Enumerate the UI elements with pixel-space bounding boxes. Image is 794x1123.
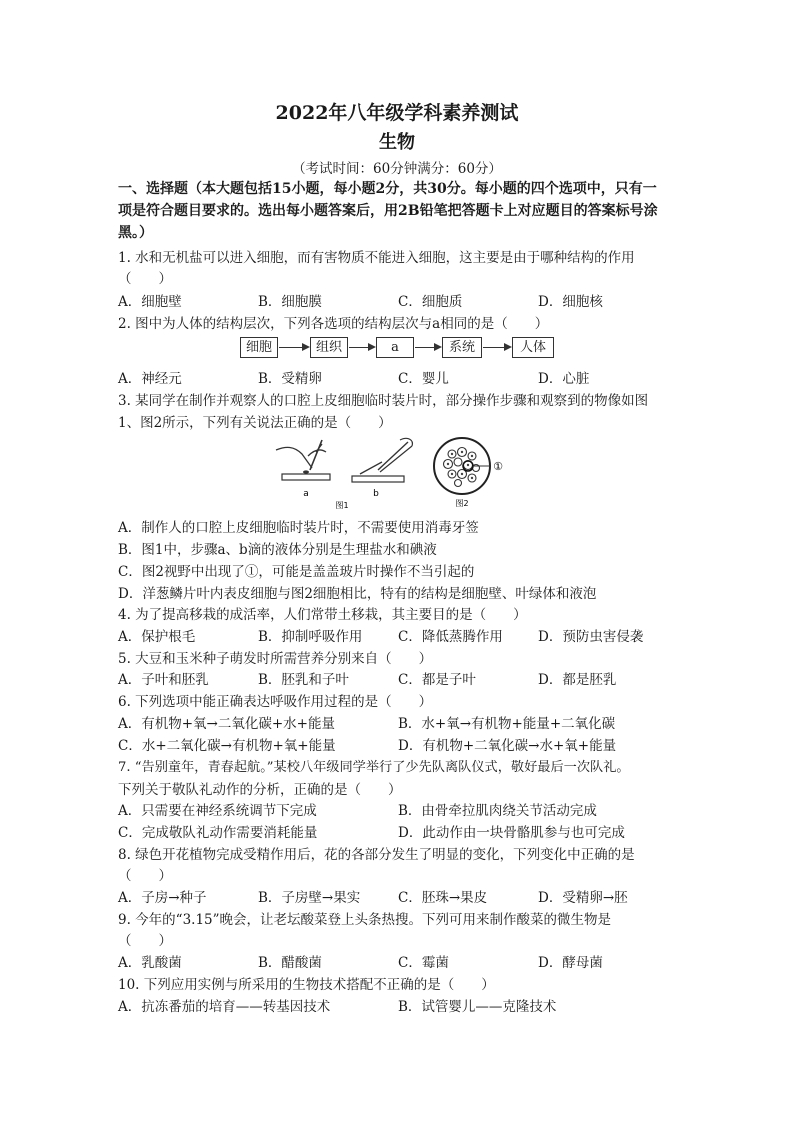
section-heading-line2: 项是符合题目要求的。选出每小题答案后，用2B铅笔把答题卡上对应题目的答案标号涂 <box>118 203 658 219</box>
q8-option-a: A．子房→种子 <box>118 890 207 906</box>
q8-stem: 8. 绿色开花植物完成受精作用后，花的各部分发生了明显的变化，下列变化中正确的是 <box>118 847 635 863</box>
label-a: a <box>303 489 309 499</box>
q3-option-d: D．洋葱鳞片叶内表皮细胞与图2细胞相比，特有的结构是细胞壁、叶绿体和液泡 <box>118 586 597 602</box>
forceps-step-icon <box>352 438 412 482</box>
q9-option-d: D．酵母菌 <box>538 955 603 971</box>
q7-stem: 7. “告别童年，青春起航。”某校八年级同学举行了少先队离队仪式，敬好最后一次队礼。 <box>118 760 630 775</box>
q10-option-a: A．抗冻番茄的培育——转基因技术 <box>118 999 331 1015</box>
q7-option-b: B．由骨牵拉肌肉绕关节活动完成 <box>398 803 597 819</box>
q6-option-d: D．有机物+二氧化碳→水+氧+能量 <box>398 738 617 754</box>
q9-option-a: A．乳酸菌 <box>118 955 182 971</box>
q9-option-b: B．醋酸菌 <box>258 955 322 971</box>
q1-stem-bracket: （ ） <box>118 271 172 287</box>
subject-title: 生物 <box>379 132 415 153</box>
exam-title: 2022年八年级学科素养测试 <box>275 102 519 124</box>
q4-stem: 4. 为了提高移栽的成活率，人们常带土移栽，其主要目的是（ ） <box>118 607 527 623</box>
q2-option-b: B．受精卵 <box>258 371 322 387</box>
flow-box-a: a <box>376 337 414 358</box>
q9-stem: 9. 今年的“3.15”晚会，让老坛酸菜登上头条热搜。下列可用来制作酸菜的微生物是 <box>118 912 612 928</box>
q8-option-d: D．受精卵→胚 <box>538 890 628 906</box>
q1-option-c: C．细胞质 <box>398 294 463 310</box>
q2-option-a: A．神经元 <box>118 371 182 387</box>
q8-option-c: C．胚珠→果皮 <box>398 890 488 906</box>
q1-option-d: D．细胞核 <box>538 294 603 310</box>
q3-option-c: C．图2视野中出现了①，可能是盖盖玻片时操作不当引起的 <box>118 564 475 580</box>
q1-option-b: B．细胞膜 <box>258 294 322 310</box>
q6-option-a: A．有机物+氧→二氧化碳+水+能量 <box>118 716 335 732</box>
q2-option-d: D．心脏 <box>538 371 590 387</box>
flow-arrow <box>415 347 440 348</box>
label-b: b <box>373 489 379 499</box>
q10-stem: 10. 下列应用实例与所采用的生物技术搭配不正确的是（ ） <box>118 977 495 993</box>
q5-option-a: A．子叶和胚乳 <box>118 672 209 688</box>
q7-option-c: C．完成敬队礼动作需要消耗能量 <box>118 825 318 841</box>
figure-1-caption: 图1 <box>335 501 349 510</box>
q6-stem: 6. 下列选项中能正确表达呼吸作用过程的是（ ） <box>118 694 433 710</box>
flow-box-system: 系统 <box>442 337 482 358</box>
q3-stem-cont: 1、图2所示，下列有关说法正确的是（ ） <box>118 415 392 431</box>
q4-option-b: B．抑制呼吸作用 <box>258 629 363 645</box>
q4-option-a: A．保护根毛 <box>118 629 196 645</box>
q5-stem: 5. 大豆和玉米种子萌发时所需营养分别来自（ ） <box>118 651 433 667</box>
q4-option-c: C．降低蒸腾作用 <box>398 629 503 645</box>
section-heading-line1: 一、选择题（本大题包括15小题，每小题2分，共30分。每小题的四个选项中，只有一 <box>118 181 657 197</box>
q3-stem: 3. 某同学在制作并观察人的口腔上皮细胞临时装片时，部分操作步骤和观察到的物像如图 <box>118 393 649 409</box>
q5-option-c: C．都是子叶 <box>398 672 476 688</box>
figure-2-microscope-view <box>422 432 522 510</box>
q1-stem: 1. 水和无机盐可以进入细胞，而有害物质不能进入细胞，这主要是由于哪种结构的作用 <box>118 250 635 266</box>
flow-arrow <box>349 347 374 348</box>
section-heading-line3: 黑。） <box>118 225 153 241</box>
q5-option-b: B．胚乳和子叶 <box>258 672 349 688</box>
q2-stem: 2. 图中为人体的结构层次，下列各选项的结构层次与a相同的是（ ） <box>118 316 549 332</box>
q2-option-c: C．婴儿 <box>398 371 449 387</box>
q4-option-d: D．预防虫害侵袭 <box>538 629 644 645</box>
q7-option-d: D．此动作由一块骨骼肌参与也可完成 <box>398 825 625 841</box>
q3-option-a: A．制作人的口腔上皮细胞临时装片时，不需要使用消毒牙签 <box>118 520 479 536</box>
q9-stem-bracket: （ ） <box>118 933 172 949</box>
flow-box-tissue: 组织 <box>310 337 348 358</box>
exam-info: （考试时间：60分钟满分：60分） <box>292 161 502 177</box>
q7-option-a: A．只需要在神经系统调节下完成 <box>118 803 317 819</box>
q8-option-b: B．子房壁→果实 <box>258 890 361 906</box>
flow-arrow <box>483 347 510 348</box>
marker-1: ① <box>493 460 503 473</box>
q3-option-b: B．图1中，步骤a、b滴的液体分别是生理盐水和碘液 <box>118 542 437 558</box>
q10-option-b: B．试管婴儿——克隆技术 <box>398 999 557 1015</box>
q9-option-c: C．霉菌 <box>398 955 449 971</box>
q8-stem-bracket: （ ） <box>118 868 172 884</box>
figure-2-caption: 图2 <box>455 499 469 508</box>
flow-arrow <box>279 347 308 348</box>
q1-option-a: A．细胞壁 <box>118 294 182 310</box>
figure-1-slide-steps <box>272 432 418 510</box>
dropper-step-icon <box>276 440 330 480</box>
flow-box-cell: 细胞 <box>240 337 278 358</box>
q6-option-c: C．水+二氧化碳→有机物+氧+能量 <box>118 738 336 754</box>
flow-box-human: 人体 <box>512 337 554 358</box>
q6-option-b: B．水+氧→有机物+能量+二氧化碳 <box>398 716 616 732</box>
q5-option-d: D．都是胚乳 <box>538 672 617 688</box>
q7-stem-cont: 下列关于敬队礼动作的分析，正确的是（ ） <box>118 782 402 798</box>
